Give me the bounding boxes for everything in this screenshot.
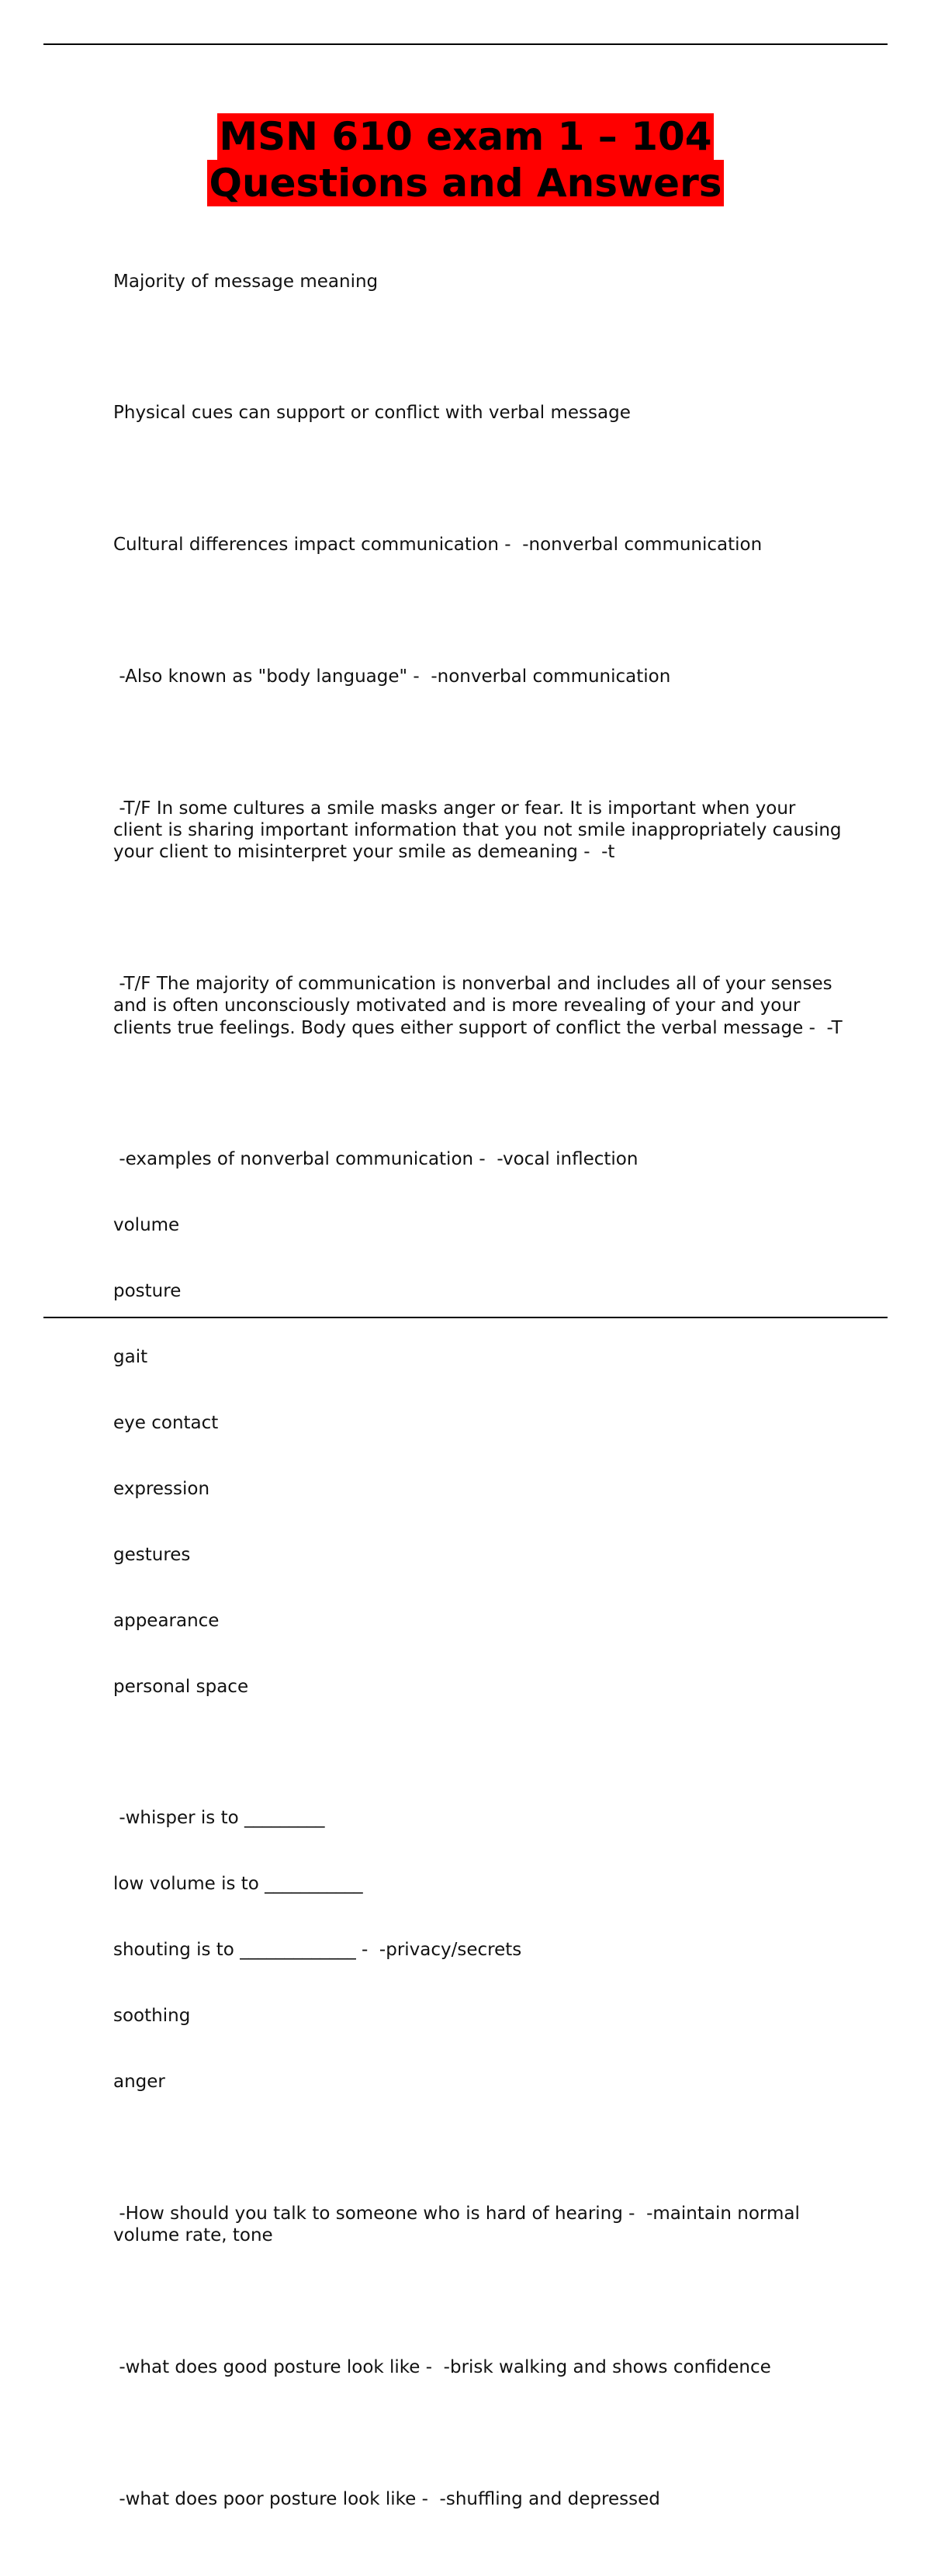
list-line: soothing bbox=[113, 2006, 191, 2027]
title-line-2: Questions and Answers bbox=[209, 161, 722, 206]
qa-item bbox=[113, 2312, 843, 2422]
qa-item bbox=[113, 2159, 843, 2290]
qa-item bbox=[113, 358, 843, 468]
list-line: personal space bbox=[113, 1676, 249, 1697]
list-line: shouting is to _____________ - -privacy/secrets bbox=[113, 1940, 522, 1961]
bottom-rule bbox=[43, 1317, 888, 1318]
qa-text: -what does good posture look like - -brisk walking and shows confidence bbox=[113, 2356, 771, 2377]
qa-text: Majority of message meaning bbox=[113, 271, 379, 292]
qa-text: -whisper is to _________ bbox=[113, 1808, 325, 1829]
qa-item-volume bbox=[113, 1764, 843, 2137]
title-line-1: MSN 610 exam 1 – 104 bbox=[219, 114, 712, 159]
qa-item bbox=[113, 621, 843, 731]
list-line: low volume is to ___________ bbox=[113, 1874, 363, 1895]
list-line: anger bbox=[113, 2071, 165, 2092]
qa-text: Physical cues can support or conflict with verbal message bbox=[113, 403, 631, 424]
qa-item bbox=[113, 930, 843, 1083]
qa-text: Cultural differences impact communication - -nonverbal communication bbox=[113, 535, 763, 556]
qa-text: -T/F In some cultures a smile masks anger or fear. It is important when your client is sharing important information that you not smile inappropriately causing your client to misinterpret your smile as demeaning - -t bbox=[113, 798, 847, 863]
qa-item bbox=[113, 2444, 843, 2553]
list-line: gestures bbox=[113, 1544, 191, 1565]
list-line: volume bbox=[113, 1215, 180, 1236]
qa-item bbox=[113, 753, 847, 907]
qa-text: -T/F The majority of communication is nonverbal and includes all of your senses and is often unconsciously motivated and is more revealing of your and your clients true feelings. Body ques either support of conflict the verbal message - -T bbox=[113, 974, 843, 1038]
qa-item bbox=[113, 490, 843, 600]
qa-text: -examples of nonverbal communication - -vocal inflection bbox=[113, 1149, 639, 1170]
document-title bbox=[0, 113, 931, 206]
qa-item bbox=[113, 227, 843, 336]
list-line: appearance bbox=[113, 1610, 220, 1631]
top-rule bbox=[43, 43, 888, 45]
qa-item-nonverbal-examples bbox=[113, 1105, 843, 1742]
qa-text: -How should you talk to someone who is hard of hearing - -maintain normal volume rate, tone bbox=[113, 2203, 806, 2246]
list-line: posture bbox=[113, 1281, 182, 1302]
qa-text: -what does poor posture look like - -shuffling and depressed bbox=[113, 2488, 660, 2509]
list-line: gait bbox=[113, 1347, 148, 1368]
qa-text: -Also known as "body language" - -nonverbal communication bbox=[113, 666, 671, 687]
list-line: expression bbox=[113, 1478, 210, 1499]
list-line: eye contact bbox=[113, 1413, 219, 1434]
document-body bbox=[113, 227, 847, 2576]
